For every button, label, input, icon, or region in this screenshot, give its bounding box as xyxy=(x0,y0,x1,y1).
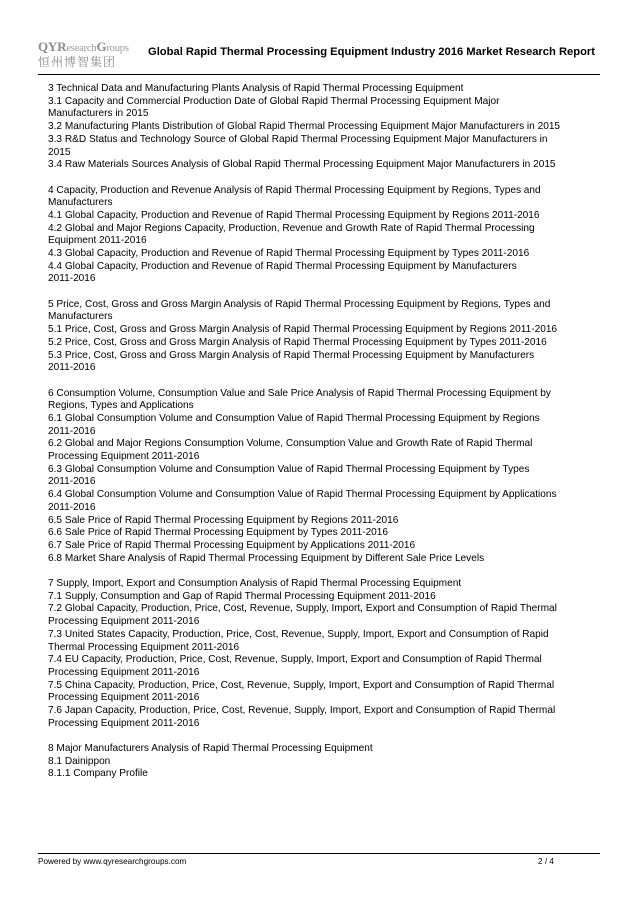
toc-section xyxy=(48,83,596,172)
toc-line: 2011-2016 xyxy=(48,425,96,437)
toc-line: 4.3 Global Capacity, Production and Revenue of Rapid Thermal Processing Equipment by Types 2011-2016 xyxy=(48,248,530,260)
logo-wordmark: QYResearchGroups xyxy=(38,39,129,54)
toc-section xyxy=(48,578,596,730)
toc-line: 8 Major Manufacturers Analysis of Rapid Thermal Processing Equipment xyxy=(48,743,373,755)
toc-section xyxy=(48,299,596,375)
toc-line: 7.6 Japan Capacity, Production, Price, Cost, Revenue, Supply, Import, Export and Consumption of Rapid Thermal xyxy=(48,705,556,717)
toc-line: Processing Equipment 2011-2016 xyxy=(48,451,200,463)
toc-line: 5.1 Price, Cost, Gross and Gross Margin Analysis of Rapid Thermal Processing Equipment by Regions 2011-2016 xyxy=(48,324,558,336)
toc-line: 5 Price, Cost, Gross and Gross Margin Analysis of Rapid Thermal Processing Equipment by Regions, Types and xyxy=(48,298,551,310)
toc-line: Regions, Types and Applications xyxy=(48,400,194,412)
report-title: Global Rapid Thermal Processing Equipment Industry 2016 Market Research Report xyxy=(148,46,596,58)
toc-line: 2011-2016 xyxy=(48,476,96,488)
toc-line: 4.4 Global Capacity, Production and Revenue of Rapid Thermal Processing Equipment by Manufacturers xyxy=(48,260,517,272)
toc-line: 3.2 Manufacturing Plants Distribution of Global Rapid Thermal Processing Equipment Major Manufacturers in 2015 xyxy=(48,121,561,133)
footer-powered-by: Powered by www.qyresearchgroups.com xyxy=(38,857,187,866)
toc-line: 7 Supply, Import, Export and Consumption Analysis of Rapid Thermal Processing Equipment xyxy=(48,577,462,589)
toc-line: 8.1 Dainippon xyxy=(48,755,111,767)
toc-line: 2015 xyxy=(48,146,71,158)
toc-line: 7.2 Global Capacity, Production, Price, Cost, Revenue, Supply, Import, Export and Consumption of Rapid Thermal xyxy=(48,603,557,615)
toc-line: 6.5 Sale Price of Rapid Thermal Processing Equipment by Regions 2011-2016 xyxy=(48,514,399,526)
toc-line: Manufacturers xyxy=(48,197,113,209)
toc-line: Manufacturers in 2015 xyxy=(48,108,149,120)
toc-line: 7.5 China Capacity, Production, Price, Cost, Revenue, Supply, Import, Export and Consumption of Rapid Thermal xyxy=(48,679,555,691)
company-logo xyxy=(38,40,143,70)
toc-line: 6.8 Market Share Analysis of Rapid Thermal Processing Equipment by Different Sale Price Levels xyxy=(48,552,485,564)
toc-line: Processing Equipment 2011-2016 xyxy=(48,616,200,628)
toc-line: Manufacturers xyxy=(48,311,113,323)
footer-divider xyxy=(38,853,600,854)
toc-line: Processing Equipment 2011-2016 xyxy=(48,717,200,729)
toc-section xyxy=(48,388,596,566)
logo-chinese-wordmark: 恒州博智集团 xyxy=(38,55,117,69)
toc-line: 7.1 Supply, Consumption and Gap of Rapid Thermal Processing Equipment 2011-2016 xyxy=(48,590,436,602)
toc-line: 6.1 Global Consumption Volume and Consumption Value of Rapid Thermal Processing Equipment by Regions xyxy=(48,412,540,424)
toc-line: 3.4 Raw Materials Sources Analysis of Global Rapid Thermal Processing Equipment Major Manufacturers in 2015 xyxy=(48,159,556,171)
toc-line: 6.4 Global Consumption Volume and Consumption Value of Rapid Thermal Processing Equipment by Applications xyxy=(48,489,557,501)
toc-line: 5.3 Price, Cost, Gross and Gross Margin Analysis of Rapid Thermal Processing Equipment by Manufacturers xyxy=(48,349,535,361)
header-divider xyxy=(38,74,600,75)
toc-line: 6.2 Global and Major Regions Consumption Volume, Consumption Value and Growth Rate of Rapid Thermal xyxy=(48,438,533,450)
toc-line: Processing Equipment 2011-2016 xyxy=(48,692,200,704)
toc-section xyxy=(48,185,596,287)
toc-line: 7.3 United States Capacity, Production, Price, Cost, Revenue, Supply, Import, Export and Consumption of Rapid xyxy=(48,628,549,640)
toc-line: 8.1.1 Company Profile xyxy=(48,768,148,780)
toc-line: 7.4 EU Capacity, Production, Price, Cost, Revenue, Supply, Import, Export and Consumption of Rapid Thermal xyxy=(48,654,542,666)
toc-line: 6.6 Sale Price of Rapid Thermal Processing Equipment by Types 2011-2016 xyxy=(48,527,389,539)
toc-line: 6.7 Sale Price of Rapid Thermal Processing Equipment by Applications 2011-2016 xyxy=(48,539,416,551)
toc-line: 4.1 Global Capacity, Production and Revenue of Rapid Thermal Processing Equipment by Regions 2011-2016 xyxy=(48,209,540,221)
toc-line: 6.3 Global Consumption Volume and Consumption Value of Rapid Thermal Processing Equipment by Types xyxy=(48,463,530,475)
toc-line: 5.2 Price, Cost, Gross and Gross Margin Analysis of Rapid Thermal Processing Equipment by Types 2011-2016 xyxy=(48,336,547,348)
toc-line: 3.1 Capacity and Commercial Production Date of Global Rapid Thermal Processing Equipment Major xyxy=(48,95,500,107)
toc-line: 2011-2016 xyxy=(48,273,96,285)
toc-line: 4.2 Global and Major Regions Capacity, Production, Revenue and Growth Rate of Rapid Thermal Processing xyxy=(48,222,535,234)
toc-line: 2011-2016 xyxy=(48,501,96,513)
table-of-contents xyxy=(48,83,596,794)
page-number: 2 / 4 xyxy=(538,857,554,866)
toc-line: 4 Capacity, Production and Revenue Analysis of Rapid Thermal Processing Equipment by Regions, Types and xyxy=(48,184,541,196)
toc-line: 2011-2016 xyxy=(48,362,96,374)
page-header xyxy=(38,38,600,74)
toc-line: Equipment 2011-2016 xyxy=(48,235,147,247)
toc-line: 6 Consumption Volume, Consumption Value and Sale Price Analysis of Rapid Thermal Processing Equipment by xyxy=(48,387,551,399)
toc-line: 3 Technical Data and Manufacturing Plants Analysis of Rapid Thermal Processing Equipment xyxy=(48,83,464,94)
toc-line: Processing Equipment 2011-2016 xyxy=(48,666,200,678)
toc-section xyxy=(48,743,596,781)
toc-line: Thermal Processing Equipment 2011-2016 xyxy=(48,641,240,653)
toc-line: 3.3 R&D Status and Technology Source of Global Rapid Thermal Processing Equipment Major Manufacturers in xyxy=(48,133,548,145)
